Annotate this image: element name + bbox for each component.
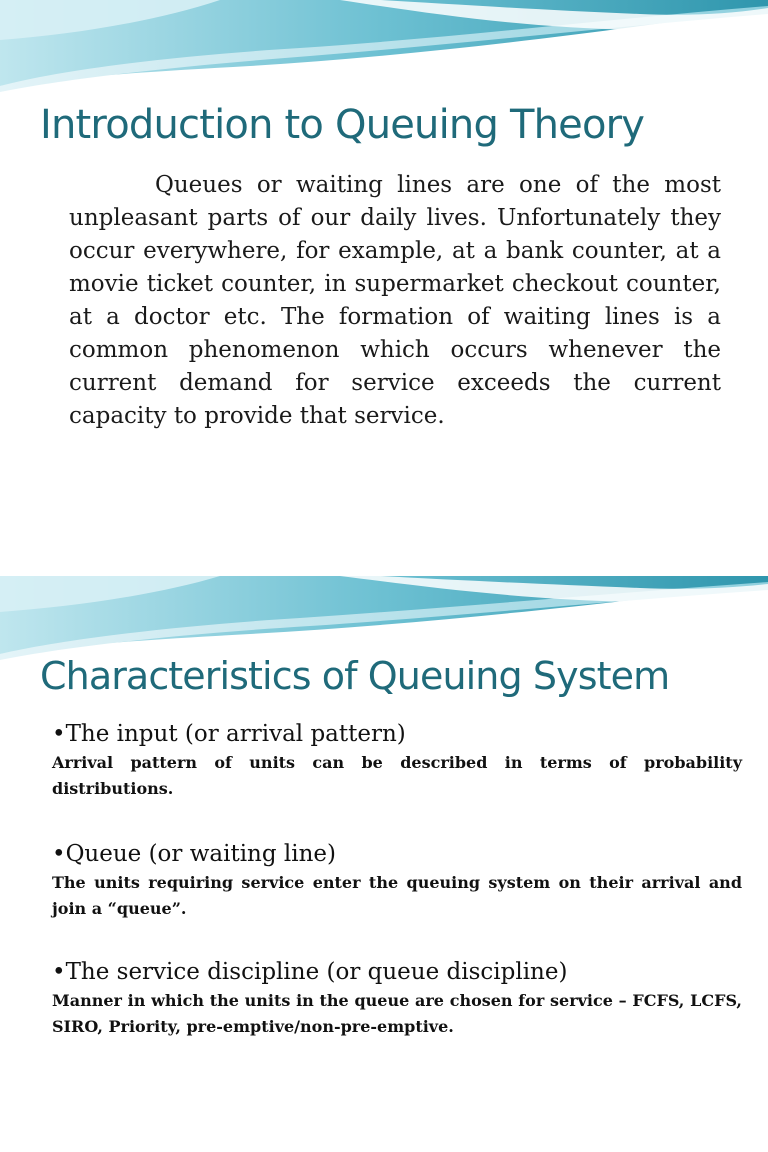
characteristic-description: Manner in which the units in the queue are chosen for service – FCFS, LCFS, SIRO, Priority, pre-emptive/non-pre-emptive. xyxy=(52,991,742,1036)
characteristic-description: Arrival pattern of units can be described in terms of probability distributions. xyxy=(52,753,742,798)
characteristic-heading: •The input (or arrival pattern) xyxy=(52,721,406,747)
characteristic-description: The units requiring service enter the queuing system on their arrival and join a “queue”. xyxy=(52,873,742,918)
characteristic-queue xyxy=(52,840,742,922)
slide-title: Characteristics of Queuing System xyxy=(40,654,670,698)
header-wave-decoration xyxy=(0,576,768,666)
characteristic-input xyxy=(52,720,742,802)
characteristic-heading: •The service discipline (or queue discipline) xyxy=(52,959,568,985)
slide-2 xyxy=(0,576,768,1152)
intro-paragraph: Queues or waiting lines are one of the most unpleasant parts of our daily lives. Unfortunately they occur everywhere, for example, at a bank counter, at a movie ticket counter, in supermarket checkout counter, at a doctor etc. The formation of waiting lines is a common phenomenon which occurs whenever the current demand for service exceeds the current capacity to provide that service. xyxy=(69,172,721,429)
slide-title: Introduction to Queuing Theory xyxy=(40,102,645,148)
characteristic-service-discipline xyxy=(52,958,742,1040)
header-wave-decoration xyxy=(0,0,768,100)
characteristic-heading: •Queue (or waiting line) xyxy=(52,841,337,867)
